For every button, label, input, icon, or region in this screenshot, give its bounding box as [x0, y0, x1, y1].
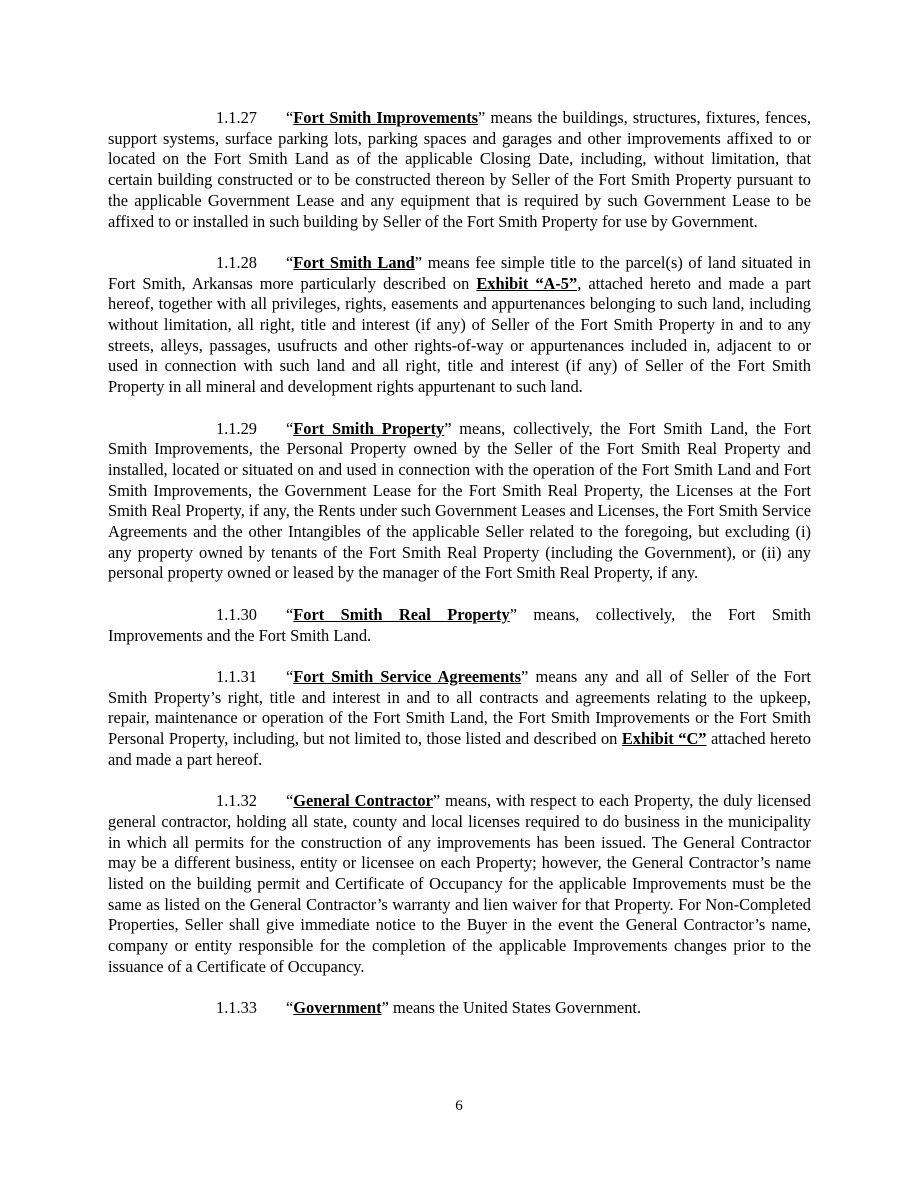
page-number: 6	[455, 1098, 463, 1114]
document-body	[108, 108, 811, 1040]
definition-paragraph	[108, 667, 811, 771]
open-quote: “	[286, 998, 294, 1018]
definition-paragraph	[108, 253, 811, 398]
defined-term: Fort Smith Land	[293, 252, 415, 272]
definition-text-continued: attached hereto and made a part hereof.	[108, 729, 811, 769]
definition-text: ” means the United States Government.	[381, 998, 642, 1018]
section-number: 1.1.28	[216, 252, 257, 272]
defined-term: Fort Smith Improvements	[293, 108, 479, 127]
defined-term: Fort Smith Real Property	[293, 604, 510, 624]
open-quote: “	[286, 418, 294, 438]
definition-text: ” means fee simple title to the parcel(s) of land situated in Fort Smith, Arkansas more particularly described on	[108, 252, 811, 293]
defined-term: Fort Smith Property	[293, 418, 445, 438]
definition-text-continued: , attached hereto and made a part hereof, together with all privileges, rights, easements and appurtenances belonging to such land, including without limitation, all right, title and interest (if any) of Seller of the Fort Smith Property in and to any streets, alleys, passages, usufructs and other rights-of-way or appurtenances included in, adjacent to or used in connection with such land and all right, title and interest (if any) of Seller of the Fort Smith Property in all mineral and development rights appurtenant to such land.	[108, 273, 811, 397]
definition-text: ” means any and all of Seller of the Fort Smith Property’s right, title and interest in and to all contracts and agreements relating to the upkeep, repair, maintenance or operation of the Fort Smith Land, the Fort Smith Improvements or the Fort Smith Personal Property, including, but not limited to, those listed and described on	[108, 666, 811, 749]
section-number: 1.1.31	[216, 666, 257, 686]
definition-text: ” means, with respect to each Property, the duly licensed general contractor, holding all state, county and local licenses required to do business in the municipality in which all permits for the construction of any improvements has been issued. The General Contractor may be a different business, entity or licensee on each Property; however, the General Contractor’s name listed on the building permit and Certificate of Occupancy for the applicable Improvements must be the same as listed on the General Contractor’s warranty and lien waiver for that Property. For Non-Completed Properties, Seller shall give immediate notice to the Buyer in the event the General Contractor’s name, company or entity responsible for the completion of the applicable Improvements changes prior to the issuance of a Certificate of Occupancy.	[108, 791, 811, 976]
open-quote: “	[286, 666, 294, 686]
section-number: 1.1.30	[216, 604, 257, 624]
open-quote: “	[286, 252, 294, 272]
defined-term: Fort Smith Service Agreements	[293, 666, 522, 686]
defined-term: Government	[293, 998, 382, 1018]
section-number: 1.1.32	[216, 791, 257, 811]
section-number: 1.1.29	[216, 418, 257, 438]
definition-paragraph	[108, 998, 811, 1019]
defined-term: General Contractor	[293, 791, 433, 811]
exhibit-reference: Exhibit “C”	[621, 729, 707, 749]
definition-paragraph	[108, 605, 811, 646]
section-number: 1.1.27	[216, 108, 257, 127]
open-quote: “	[286, 604, 294, 624]
definition-paragraph	[108, 791, 811, 977]
open-quote: “	[286, 791, 294, 811]
exhibit-reference: Exhibit “A-5”	[476, 273, 578, 293]
definition-text: ” means, collectively, the Fort Smith Improvements and the Fort Smith Land.	[108, 604, 811, 645]
section-number: 1.1.33	[216, 998, 257, 1018]
definition-text: ” means the buildings, structures, fixtures, fences, support systems, surface parking lots, parking spaces and garages and other improvements affixed to or located on the Fort Smith Land as of the applicable Closing Date, including, without limitation, that certain building constructed or to be constructed thereon by Seller of the Fort Smith Property pursuant to the applicable Government Lease and any equipment that is required by such Government Lease to be affixed to or installed in such building by Seller of the Fort Smith Property for use by Government.	[108, 108, 811, 231]
definition-paragraph	[108, 419, 811, 585]
definition-paragraph	[108, 108, 811, 232]
open-quote: “	[286, 108, 294, 127]
definition-text: ” means, collectively, the Fort Smith Land, the Fort Smith Improvements, the Personal Property owned by the Seller of the Fort Smith Real Property and installed, located or situated on and used in connection with the operation of the Fort Smith Land and Fort Smith Improvements, the Government Lease for the Fort Smith Real Property, the Licenses at the Fort Smith Real Property, if any, the Rents under such Government Leases and Licenses, the Fort Smith Service Agreements and the other Intangibles of the applicable Seller related to the foregoing, but excluding (i) any property owned by tenants of the Fort Smith Real Property (including the Government), or (ii) any personal property owned or leased by the manager of the Fort Smith Real Property, if any.	[108, 418, 811, 583]
